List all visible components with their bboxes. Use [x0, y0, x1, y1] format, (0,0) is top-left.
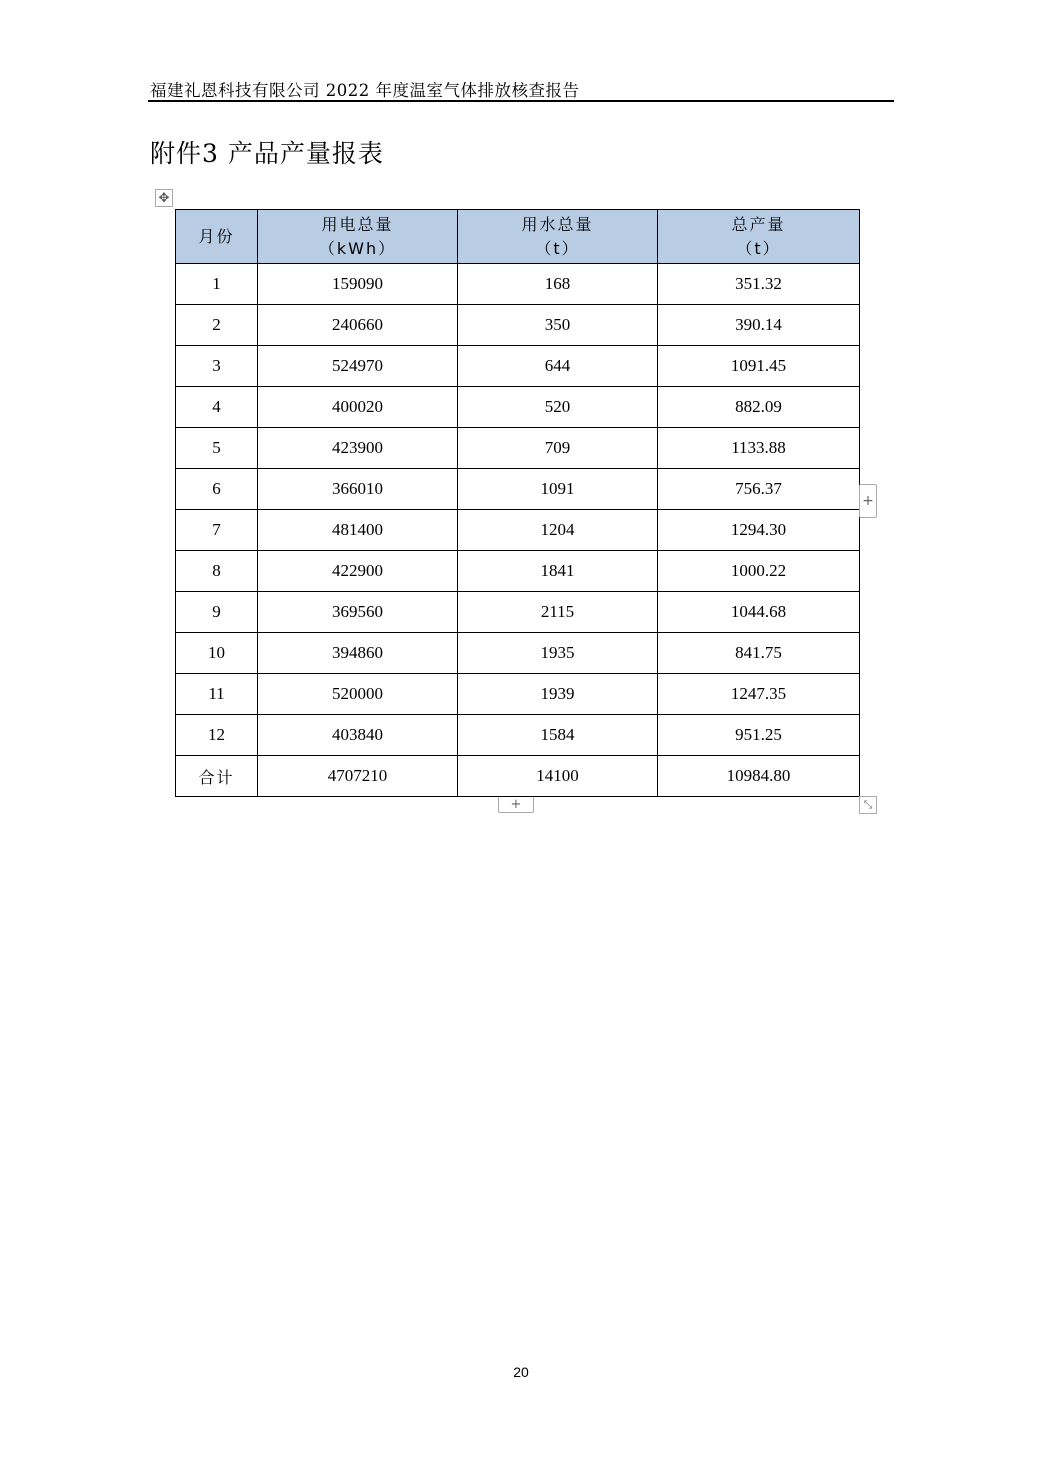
column-name: 总产量 [731, 214, 786, 234]
table-row [176, 305, 860, 346]
add-column-button[interactable] [859, 484, 877, 518]
cell-electricity: 524970 [258, 346, 458, 387]
cell-month: 5 [176, 428, 258, 469]
cell-month: 7 [176, 510, 258, 551]
cell-electricity: 394860 [258, 633, 458, 674]
table-row [176, 592, 860, 633]
cell-month: 6 [176, 469, 258, 510]
cell-water: 1939 [458, 674, 658, 715]
resize-diagonal-icon: ⤡ [863, 798, 873, 811]
table-move-handle[interactable] [155, 189, 173, 207]
cell-output: 1044.68 [658, 592, 860, 633]
table-row [176, 346, 860, 387]
column-header-water [458, 210, 658, 264]
cell-water: 2115 [458, 592, 658, 633]
cell-output: 951.25 [658, 715, 860, 756]
cell-water-total: 14100 [458, 756, 658, 797]
cell-output: 1247.35 [658, 674, 860, 715]
header-text: 福建礼恩科技有限公司 2022 年度温室气体排放核查报告 [150, 81, 580, 100]
cell-output: 1000.22 [658, 551, 860, 592]
column-name: 用电总量 [321, 214, 394, 234]
table-row [176, 387, 860, 428]
table-row [176, 633, 860, 674]
cell-electricity: 403840 [258, 715, 458, 756]
cell-water: 1091 [458, 469, 658, 510]
table-header-row [176, 210, 860, 264]
column-unit: （kWh） [318, 238, 397, 258]
cell-output: 1294.30 [658, 510, 860, 551]
table-row [176, 510, 860, 551]
page-header [148, 76, 894, 102]
cell-electricity: 159090 [258, 264, 458, 305]
table-row [176, 469, 860, 510]
production-table [175, 209, 860, 797]
cell-month: 2 [176, 305, 258, 346]
table-row [176, 551, 860, 592]
cell-month: 12 [176, 715, 258, 756]
cell-water: 520 [458, 387, 658, 428]
column-header-electricity [258, 210, 458, 264]
cell-electricity: 422900 [258, 551, 458, 592]
cell-output: 390.14 [658, 305, 860, 346]
column-name: 用水总量 [521, 214, 594, 234]
page-title: 附件3 产品产量报表 [150, 139, 384, 168]
cell-water: 1935 [458, 633, 658, 674]
cell-electricity: 369560 [258, 592, 458, 633]
table-row [176, 715, 860, 756]
table-total-row [176, 756, 860, 797]
cell-electricity: 520000 [258, 674, 458, 715]
table-resize-handle[interactable] [859, 796, 877, 814]
column-header-month: 月份 [176, 210, 258, 264]
cell-output: 756.37 [658, 469, 860, 510]
cell-output-total: 10984.80 [658, 756, 860, 797]
cell-output: 1133.88 [658, 428, 860, 469]
column-unit: （t） [736, 238, 781, 258]
cell-water: 644 [458, 346, 658, 387]
add-row-button[interactable] [498, 797, 534, 813]
cell-month: 1 [176, 264, 258, 305]
cell-month: 3 [176, 346, 258, 387]
cell-output: 882.09 [658, 387, 860, 428]
cell-month: 9 [176, 592, 258, 633]
plus-icon: + [862, 493, 874, 509]
cell-output: 351.32 [658, 264, 860, 305]
table-row [176, 428, 860, 469]
cell-electricity: 423900 [258, 428, 458, 469]
page-number: 20 [513, 1364, 529, 1380]
cell-electricity-total: 4707210 [258, 756, 458, 797]
cell-electricity: 481400 [258, 510, 458, 551]
cell-water: 1584 [458, 715, 658, 756]
cell-total-label: 合计 [176, 756, 258, 797]
cell-water: 350 [458, 305, 658, 346]
cell-month: 10 [176, 633, 258, 674]
plus-icon: + [510, 797, 522, 812]
cell-month: 11 [176, 674, 258, 715]
cell-electricity: 400020 [258, 387, 458, 428]
cell-water: 1841 [458, 551, 658, 592]
table-row [176, 674, 860, 715]
cell-electricity: 366010 [258, 469, 458, 510]
cell-month: 8 [176, 551, 258, 592]
table-row [176, 264, 860, 305]
cell-electricity: 240660 [258, 305, 458, 346]
cell-water: 709 [458, 428, 658, 469]
column-unit: （t） [535, 238, 580, 258]
move-arrows-icon: ✥ [158, 190, 170, 206]
cell-output: 841.75 [658, 633, 860, 674]
cell-output: 1091.45 [658, 346, 860, 387]
cell-water: 168 [458, 264, 658, 305]
cell-month: 4 [176, 387, 258, 428]
column-header-output [658, 210, 860, 264]
cell-water: 1204 [458, 510, 658, 551]
